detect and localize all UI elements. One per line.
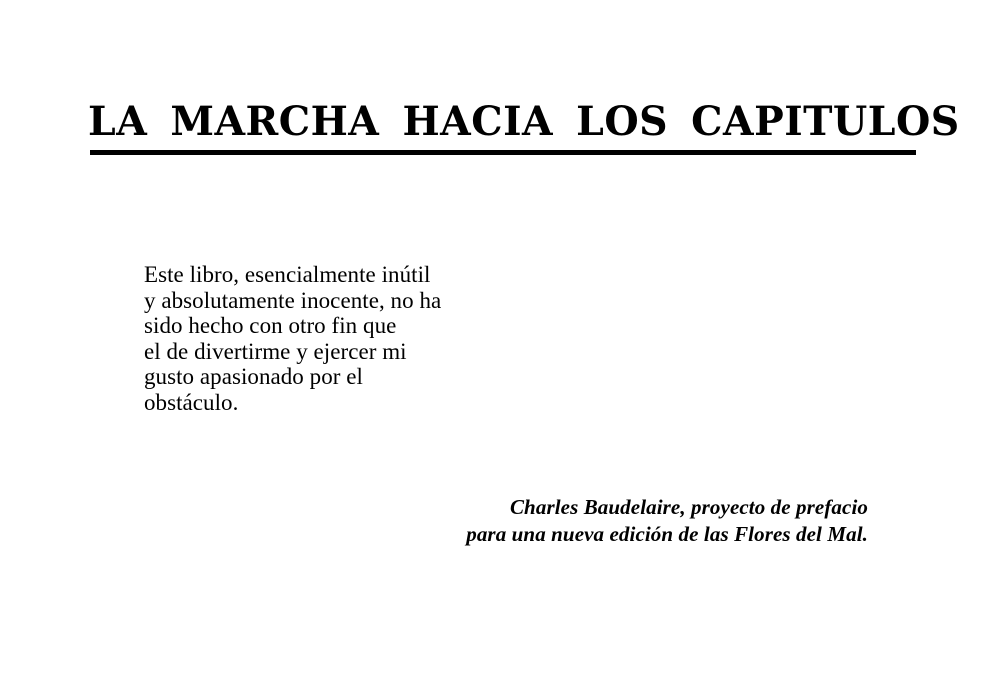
- quotation-line: Este libro, esencialmente inútil: [144, 262, 431, 287]
- attribution-line: Charles Baudelaire, proyecto de prefacio: [509, 495, 868, 519]
- page-title: LA MARCHA HACIA LOS CAPITULOS: [88, 98, 960, 145]
- quotation-line: sido hecho con otro fin que: [144, 313, 397, 339]
- quotation-block: [144, 262, 564, 416]
- title-underline-rule: [90, 150, 916, 155]
- quotation-line: gusto apasionado por el: [144, 364, 363, 390]
- attribution-line: para una nueva edición de las Flores del Mal.: [466, 522, 868, 546]
- quotation-line: obstáculo.: [144, 389, 239, 415]
- title-block: [88, 98, 960, 146]
- quotation-line: y absolutamente inocente, no ha: [144, 287, 442, 313]
- attribution-block: [368, 494, 868, 548]
- quotation-line: el de divertirme y ejercer mi: [144, 338, 407, 364]
